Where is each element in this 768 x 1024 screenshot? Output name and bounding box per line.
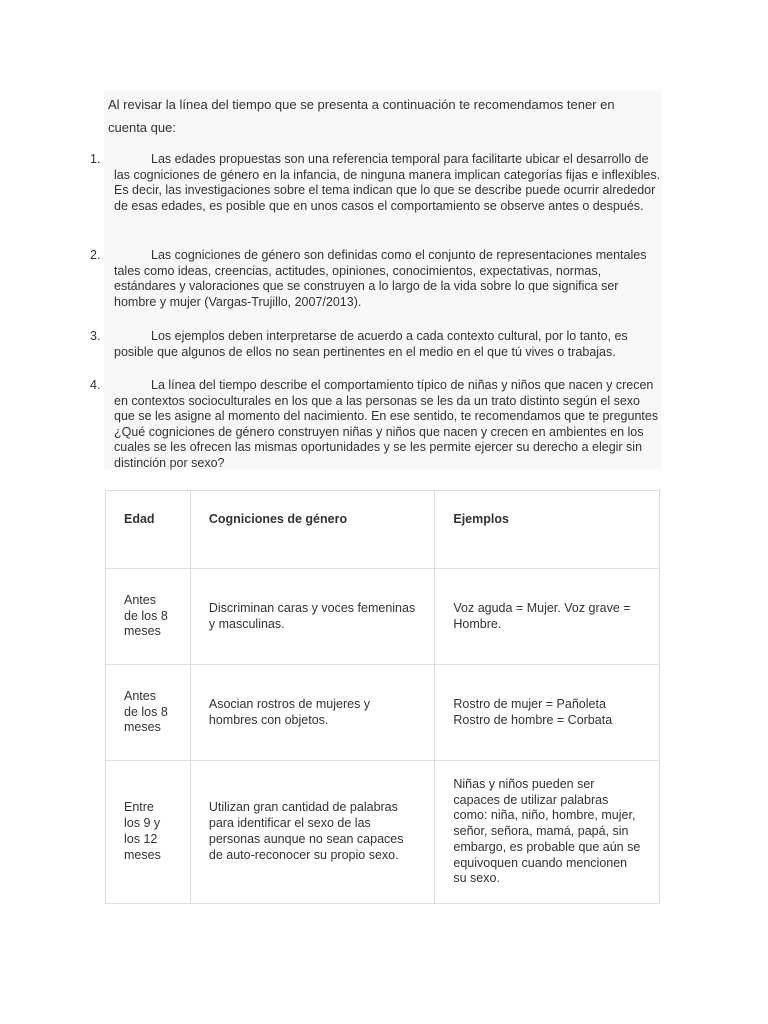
table-header-row	[106, 491, 660, 569]
cell-ejemplo: Voz aguda = Mujer. Voz grave = Hombre.	[435, 569, 660, 665]
table-row	[106, 665, 660, 761]
cell-ejemplo-line: Rostro de mujer = Pañoleta	[453, 696, 606, 711]
cell-ejemplo-line: Rostro de hombre = Corbata	[453, 712, 613, 727]
list-item	[90, 378, 662, 472]
intro-text: Al revisar la línea del tiempo que se presenta a continuación te recomendamos tener en cuenta que:	[108, 97, 615, 135]
list-text: Los ejemplos deben interpretarse de acuerdo a cada contexto cultural, por lo tanto, es posible que algunos de ellos no sean pertinentes en el medio en el que tú vives o trabajas.	[114, 329, 628, 359]
cell-edad: Antes de los 8 meses	[106, 569, 191, 665]
cell-edad: Antes de los 8 meses	[106, 665, 191, 761]
list-number: 4.	[90, 378, 101, 392]
list-text: La línea del tiempo describe el comportamiento típico de niñas y niños que nacen y crecen en contextos socioculturales en los que a las personas se les da un trato distinto según el sexo que se les asigne al momento del nacimiento. En ese sentido, te recomendamos que te preguntes ¿Qué cogniciones de género construyen niñas y niños que nacen y crecen en ambientes en los cuales se les ofrecen las mismas oportunidades y se les permite ejercer su derecho a elegir sin distinción por sexo?	[114, 378, 659, 470]
list-item	[90, 248, 662, 310]
cell-ejemplo: Niñas y niños pueden ser capaces de utilizar palabras como: niña, niño, hombre, mujer, señor, señora, mamá, papá, sin embargo, es probable que aún se equivoquen cuando mencionen su sexo.	[435, 761, 660, 904]
cell-cognicion: Utilizan gran cantidad de palabras para identificar el sexo de las personas aunque no sean capaces de auto-reconocer su propio sexo.	[190, 761, 435, 904]
list-text: Las edades propuestas son una referencia temporal para facilitarte ubicar el desarrollo de las cogniciones de género en la infancia, de ninguna manera implican categorías fijas e inflexibles. Es decir, las investigaciones sobre el tema indican que lo que se describe puede ocurrir alrededor de esas edades, es posible que en unos casos el comportamiento se observe antes o después.	[114, 152, 661, 213]
cell-cognicion: Discriminan caras y voces femeninas y masculinas.	[190, 569, 435, 665]
list-item	[90, 329, 662, 360]
header-ejemplos: Ejemplos	[435, 491, 660, 569]
cell-cognicion: Asocian rostros de mujeres y hombres con objetos.	[190, 665, 435, 761]
header-cogniciones: Cogniciones de género	[190, 491, 435, 569]
table-row	[106, 569, 660, 665]
cell-ejemplo	[435, 665, 660, 761]
table-row	[106, 761, 660, 904]
list-number: 2.	[90, 248, 101, 262]
list-text: Las cogniciones de género son definidas como el conjunto de representaciones mentales tales como ideas, creencias, actitudes, opiniones, conocimientos, expectativas, normas, estándares y valoraciones que se construyen a lo largo de la vida sobre lo que significa ser hombre y mujer (Vargas-Trujillo, 2007/2013).	[114, 248, 647, 309]
header-edad: Edad	[106, 491, 191, 569]
list-item	[90, 152, 662, 214]
list-number: 1.	[90, 152, 101, 166]
list-number: 3.	[90, 329, 101, 343]
cognitions-table	[105, 490, 660, 904]
cell-edad: Entre los 9 y los 12 meses	[106, 761, 191, 904]
